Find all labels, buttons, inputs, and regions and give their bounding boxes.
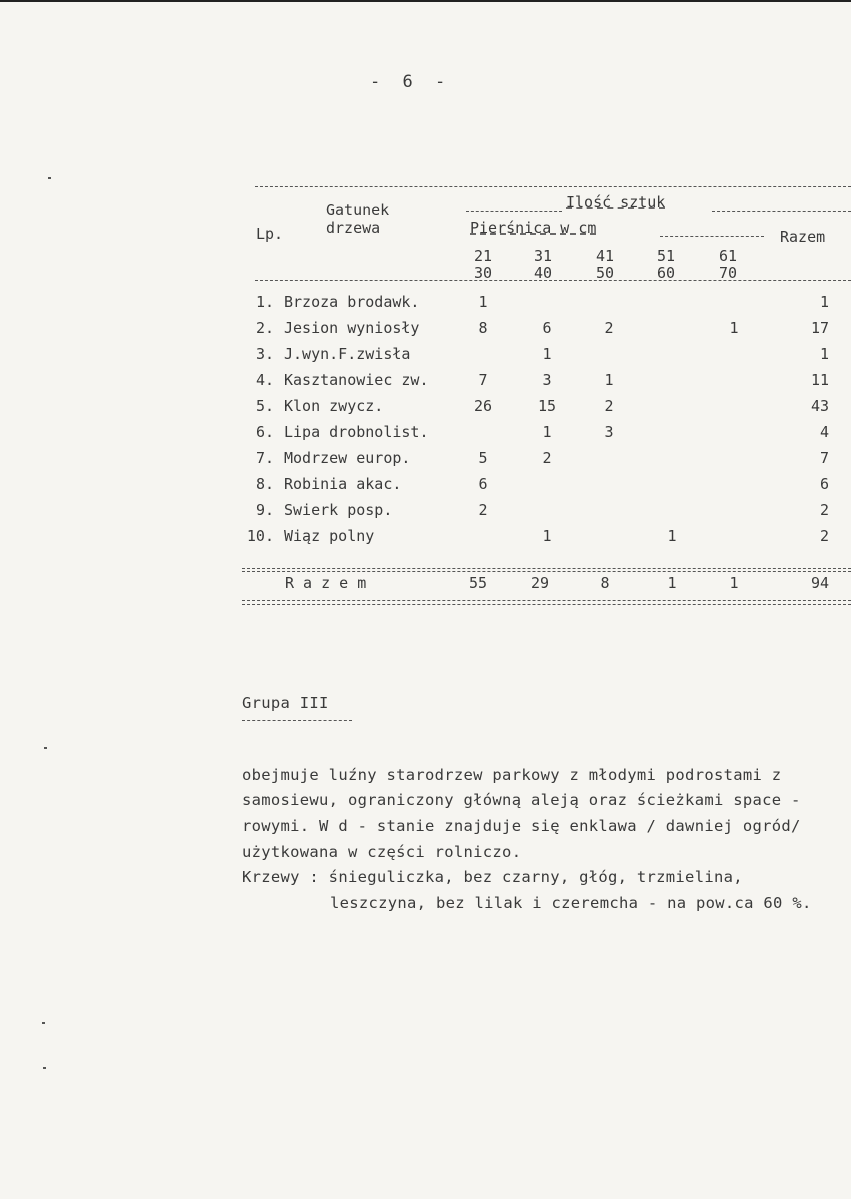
range-3-to: 50 <box>595 264 615 282</box>
row-species-name: Lipa drobnolist. <box>284 423 429 441</box>
page-number: - 6 - <box>370 72 452 92</box>
range-1-from: 21 <box>473 247 493 265</box>
header-species-line2: drzewa <box>326 219 381 237</box>
row-species-name: Brzoza brodawk. <box>284 293 420 311</box>
row-c1: 5 <box>478 449 488 467</box>
table-row <box>0 319 851 345</box>
row-lp: 5. <box>255 397 274 415</box>
row-c3: 1 <box>604 371 614 389</box>
row-total: 2 <box>819 527 829 545</box>
row-species-name: Swierk posp. <box>284 501 393 519</box>
row-lp: 2. <box>255 319 274 337</box>
table-row <box>0 397 851 423</box>
table-row <box>0 293 851 319</box>
row-total: 17 <box>810 319 829 337</box>
scan-mark <box>43 1067 46 1069</box>
row-species-name: Klon zwycz. <box>284 397 384 415</box>
row-lp: 3. <box>255 345 274 363</box>
range-1-to: 30 <box>473 264 493 282</box>
scan-mark <box>42 1022 45 1024</box>
range-5-from: 61 <box>718 247 738 265</box>
row-c4: 1 <box>667 527 677 545</box>
row-c2: 1 <box>542 527 552 545</box>
row-species-name: J.wyn.F.zwisła <box>284 345 411 363</box>
row-total: 6 <box>819 475 829 493</box>
row-c3: 2 <box>604 397 614 415</box>
section-heading-underline <box>242 720 352 721</box>
summary-c5: 1 <box>729 574 739 592</box>
row-c2: 6 <box>542 319 552 337</box>
summary-double-rule <box>242 600 851 605</box>
summary-c4: 1 <box>667 574 677 592</box>
scan-mark <box>48 177 51 179</box>
range-3-from: 41 <box>595 247 615 265</box>
paragraph-line-4: użytkowana w części rolniczo. <box>242 843 522 861</box>
row-c5: 1 <box>729 319 739 337</box>
row-species-name: Wiąz polny <box>284 527 375 545</box>
summary-c1: 55 <box>468 574 488 592</box>
row-c1: 8 <box>478 319 488 337</box>
table-row <box>0 527 851 553</box>
row-c1: 6 <box>478 475 488 493</box>
row-total: 11 <box>810 371 829 389</box>
table-row <box>0 423 851 449</box>
header-species-line1: Gatunek <box>326 201 390 219</box>
row-c2: 15 <box>537 397 557 415</box>
summary-c3: 8 <box>600 574 610 592</box>
scan-mark <box>44 747 47 749</box>
row-lp: 4. <box>255 371 274 389</box>
paragraph-line-6: leszczyna, bez lilak i czeremcha - na pow.ca 60 %. <box>330 894 812 912</box>
row-c2: 1 <box>542 423 552 441</box>
table-row <box>0 345 851 371</box>
paragraph-line-2: samosiewu, ograniczony główną aleją oraz ścieżkami space - <box>242 791 801 809</box>
section-heading: Grupa III <box>242 694 329 712</box>
row-lp: 9. <box>255 501 274 519</box>
row-species-name: Robinia akac. <box>284 475 402 493</box>
row-c2: 1 <box>542 345 552 363</box>
row-total: 2 <box>819 501 829 519</box>
range-2-from: 31 <box>533 247 553 265</box>
row-c1: 1 <box>478 293 488 311</box>
header-total: Razem <box>780 228 826 246</box>
table-row <box>0 501 851 527</box>
table-row <box>0 371 851 397</box>
row-species-name: Jesion wyniosły <box>284 319 420 337</box>
body-bottom-rule-2 <box>242 571 851 572</box>
header-diameter: Pierśnica w cm <box>470 219 597 237</box>
row-c2: 2 <box>542 449 552 467</box>
body-bottom-rule-1 <box>242 568 851 569</box>
table-row <box>0 449 851 475</box>
row-lp: 1. <box>255 293 274 311</box>
paragraph-line-5: Krzewy : śnieguliczka, bez czarny, głóg, trzmielina, <box>242 868 743 886</box>
range-2-to: 40 <box>533 264 553 282</box>
paragraph-line-1: obejmuje luźny starodrzew parkowy z młodymi podrostami z <box>242 766 782 784</box>
row-lp: 7. <box>255 449 274 467</box>
row-c1: 7 <box>478 371 488 389</box>
row-species-name: Kasztanowiec zw. <box>284 371 429 389</box>
header-lp: Lp. <box>256 225 284 243</box>
row-total: 1 <box>819 345 829 363</box>
row-total: 1 <box>819 293 829 311</box>
summary-label: R a z e m <box>285 574 367 592</box>
row-species-name: Modrzew europ. <box>284 449 411 467</box>
row-c3: 2 <box>604 319 614 337</box>
range-5-to: 70 <box>718 264 738 282</box>
header-rule-right <box>712 211 851 212</box>
row-lp: 6. <box>255 423 274 441</box>
range-4-to: 60 <box>656 264 676 282</box>
header-bottom-rule <box>255 280 851 281</box>
row-lp: 8. <box>255 475 274 493</box>
summary-total: 94 <box>810 574 829 592</box>
summary-c2: 29 <box>530 574 550 592</box>
table-row <box>0 475 851 501</box>
row-total: 43 <box>810 397 829 415</box>
row-c1: 2 <box>478 501 488 519</box>
row-c3: 3 <box>604 423 614 441</box>
row-lp: 10. <box>246 527 274 545</box>
header-quantity: Ilość sztuk <box>566 193 666 211</box>
table-top-rule <box>255 186 851 187</box>
row-total: 4 <box>819 423 829 441</box>
row-c2: 3 <box>542 371 552 389</box>
range-4-from: 51 <box>656 247 676 265</box>
header-diameter-rule <box>660 236 764 237</box>
paragraph-line-3: rowymi. W d - stanie znajduje się enklawa / dawniej ogród/ <box>242 817 801 835</box>
header-rule-left <box>466 211 562 212</box>
row-c1: 26 <box>473 397 493 415</box>
row-total: 7 <box>819 449 829 467</box>
